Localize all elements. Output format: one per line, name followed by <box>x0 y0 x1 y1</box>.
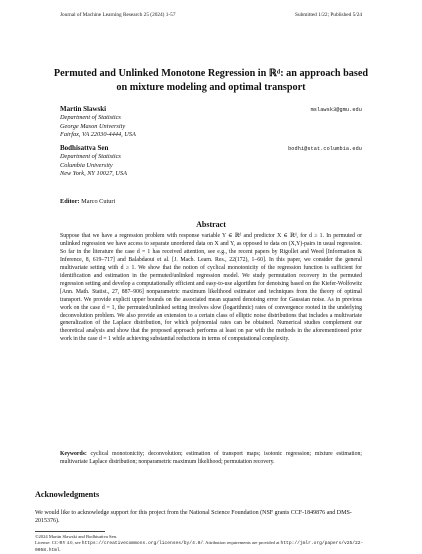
editor-label: Editor: <box>60 198 80 205</box>
author-email-2[interactable]: bodhi@stat.columbia.edu <box>288 146 362 152</box>
author-block-1 <box>60 105 362 140</box>
keywords <box>60 451 362 467</box>
acknowledgments-text: We would like to acknowledge support for this project from the National Science Foundation (NSF grants CCF-1849876 and DMS-2015376). <box>35 510 352 525</box>
editor-name: Marco Cuturi <box>81 198 116 205</box>
author-name-1: Martin Slawski <box>60 105 107 113</box>
author-2-address: New York, NY 10027, USA <box>60 170 127 178</box>
author-block-2 <box>60 144 362 179</box>
author-2-department: Department of Statistics <box>60 153 121 161</box>
copyright-line: ©2024 Martin Slawski and Bodhisattva Sen. <box>35 534 118 539</box>
license-middle: . Attribution requirements are provided at <box>203 540 280 545</box>
author-1-address: Fairfax, VA 22030-4444, USA <box>60 131 136 139</box>
keywords-text: cyclical monotonicity; deconvolution; estimation of transport maps; isotonic regression; mixture estimation; multivariate Laplace distribution; nonparametric maximum likelihood; permutation recovery. <box>60 451 362 465</box>
author-1-institution: George Mason University <box>60 122 126 130</box>
submission-dates: Submitted 1/22; Published 5/24 <box>295 12 362 18</box>
running-header <box>60 12 362 19</box>
abstract-heading: Abstract <box>196 220 226 229</box>
paper-title: Permuted and Unlinked Monotone Regression in ℝᵈ: an approach based on mixture modeling and optimal transport <box>53 68 369 93</box>
footer-rule <box>35 531 105 532</box>
journal-citation: Journal of Machine Learning Research 25 (2024) 1-57 <box>60 12 176 18</box>
keywords-label: Keywords: <box>60 451 87 457</box>
author-1-department: Department of Statistics <box>60 114 121 122</box>
editor-line <box>60 198 115 206</box>
acknowledgments-heading: Acknowledgments <box>35 490 100 499</box>
author-email-1[interactable]: mslawsk3@gmu.edu <box>310 107 362 113</box>
author-2-institution: Columbia University <box>60 161 113 169</box>
footer <box>35 534 382 554</box>
attribution-link[interactable]: http://jmlr.org/papers/v25/22-0058.html <box>35 541 364 553</box>
license-prefix: License: CC-BY 4.0, see <box>35 540 81 545</box>
license-link[interactable]: https://creativecommons.org/licenses/by/4.0/ <box>81 541 204 546</box>
author-name-2: Bodhisattva Sen <box>60 144 109 152</box>
license-suffix: . <box>59 547 61 552</box>
license-line <box>35 540 382 554</box>
abstract-text: Suppose that we have a regression problem with response variable Y ∈ ℝᵈ and predictor X ∈ ℝᵈ, for d ≥ 1. In permuted or unlinked regression we have access to separate unordered data on X and Y, as opposed to data on (X,Y)-pairs in usual regression. So far in the literature the case d = 1 has received attention, see e.g., the recent papers by Rigollet and Weed [Information & Inference, 8, 619–717] and Balabdaoui et al. [J. Mach. Learn. Res., 22(172), 1–60]. In this paper, we consider the general multivariate setting with d ≥ 1. We show that the notion of cyclical monotonicity of the regression function is sufficient for identification and estimation in the permuted/unlinked regression model. We study permutation recovery in the permuted regression setting and develop a computationally efficient and easy-to-use algorithm for denoising based on the Kiefer-Wolfowitz [Ann. Math. Statist., 27, 887–906] nonparametric maximum likelihood estimator and techniques from the theory of optimal transport. We provide explicit upper bounds on the associated mean squared denoising error for Gaussian noise. As in previous work on the case d = 1, the permuted/unlinked setting involves slow (logarithmic) rates of convergence rooted in the underlying deconvolution problem. We also provide an extension to a certain class of elliptic noise distributions that includes a multivariate generalization of the Laplace distribution, for which polynomial rates can be obtained. Numerical studies complement our theoretical analysis and show that the proposed approach performs at least on par with the methods in the aforementioned prior work in the case d = 1 while achieving substantial reductions in terms of computational complexity. <box>60 233 362 343</box>
